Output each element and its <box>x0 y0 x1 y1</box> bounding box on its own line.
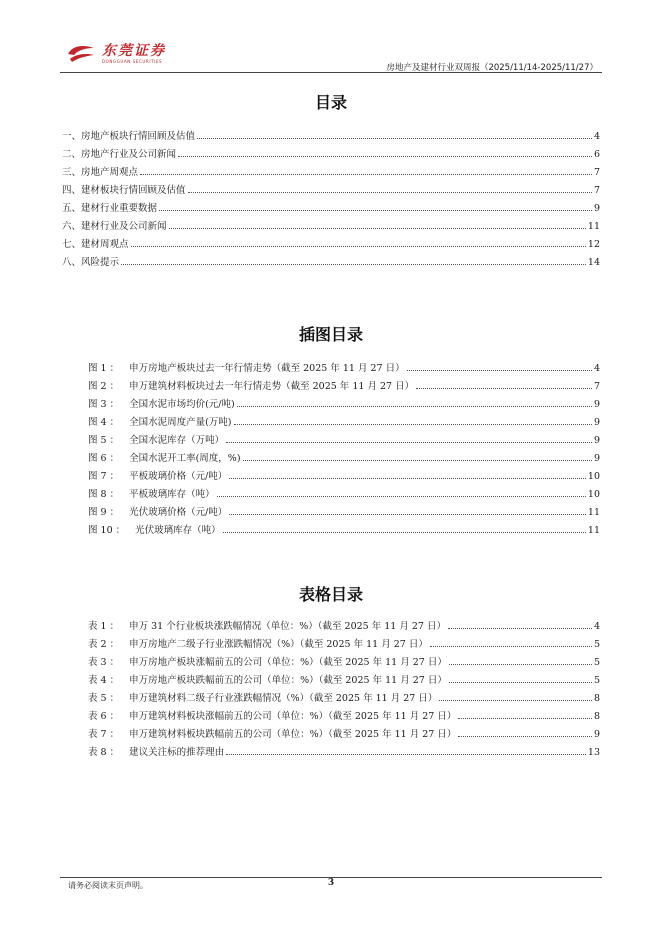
entry-label: 五、建材行业重要数据 <box>62 203 158 214</box>
entry-label: 八、风险提示 <box>62 257 120 268</box>
figure-entry[interactable] <box>88 446 600 464</box>
logo-emblem-icon <box>66 44 96 64</box>
entry-label: 全国水泥市场均价(元/吨) <box>129 399 235 410</box>
entry-page-number: 11 <box>587 221 600 232</box>
entry-number: 图 2 ： <box>88 381 120 392</box>
entry-label: 二、房地产行业及公司新闻 <box>62 149 177 160</box>
figure-entry[interactable] <box>88 428 600 446</box>
toc-entry[interactable] <box>62 196 600 214</box>
entry-page-number: 11 <box>587 507 600 518</box>
entry-label: 申万房地产二级子行业涨跌幅情况（%）（截至 2025 年 11 月 27 日） <box>129 639 428 650</box>
entry-page-number: 7 <box>593 167 600 178</box>
figure-entry[interactable] <box>88 464 600 482</box>
entry-number: 表 5 ： <box>88 693 120 704</box>
dot-leader <box>416 388 592 389</box>
dot-leader <box>140 174 592 175</box>
figure-entry[interactable] <box>88 374 600 392</box>
page-header <box>60 43 602 73</box>
entry-label: 全国水泥开工率(周度，%) <box>129 453 241 464</box>
disclaimer-note: 请务必阅读末页声明。 <box>68 881 148 890</box>
table-entry[interactable] <box>88 632 600 650</box>
company-logo <box>66 44 166 64</box>
entry-page-number: 8 <box>593 693 600 704</box>
dot-leader <box>121 264 586 265</box>
figures-title: 插图目录 <box>298 325 363 344</box>
entry-page-number: 4 <box>593 621 600 632</box>
entry-page-number: 5 <box>593 657 600 668</box>
dot-leader <box>237 406 592 407</box>
entry-page-number: 9 <box>593 417 600 428</box>
toc-entry[interactable] <box>62 160 600 178</box>
dot-leader <box>223 532 586 533</box>
entry-label: 光伏玻璃库存（吨） <box>135 525 221 536</box>
toc-entry[interactable] <box>62 124 600 142</box>
entry-label: 光伏玻璃价格（元/吨） <box>129 507 228 518</box>
dot-leader <box>234 424 592 425</box>
dot-leader <box>448 628 592 629</box>
entry-page-number: 6 <box>593 149 600 160</box>
entry-label: 四、建材板块行情回顾及估值 <box>62 185 186 196</box>
entry-page-number: 9 <box>593 453 600 464</box>
table-entry[interactable] <box>88 686 600 704</box>
dot-leader <box>229 478 586 479</box>
tables-list <box>88 614 600 758</box>
dot-leader <box>229 514 586 515</box>
table-entry[interactable] <box>88 650 600 668</box>
entry-label: 七、建材周观点 <box>62 239 129 250</box>
page-number: 3 <box>327 878 335 888</box>
toc-list <box>62 124 600 268</box>
figure-entry[interactable] <box>88 410 600 428</box>
entry-number: 表 2 ： <box>88 639 120 650</box>
entry-page-number: 9 <box>593 435 600 446</box>
entry-page-number: 5 <box>593 675 600 686</box>
dot-leader <box>407 370 592 371</box>
table-entry[interactable] <box>88 668 600 686</box>
figure-entry[interactable] <box>88 356 600 374</box>
header-divider <box>60 72 602 73</box>
entry-page-number: 5 <box>593 639 600 650</box>
entry-label: 建议关注标的推荐理由 <box>129 747 225 758</box>
entry-number: 表 8 ： <box>88 747 120 758</box>
entry-number: 表 4 ： <box>88 675 120 686</box>
entry-label: 三、房地产周观点 <box>62 167 139 178</box>
figure-entry[interactable] <box>88 392 600 410</box>
table-entry[interactable] <box>88 722 600 740</box>
entry-label: 申万房地产板块涨幅前五的公司（单位：%）（截至 2025 年 11 月 27 日） <box>129 657 447 668</box>
entry-number: 图 7 ： <box>88 471 120 482</box>
entry-label: 申万建筑材料板块涨幅前五的公司（单位：%）（截至 2025 年 11 月 27 日） <box>129 711 457 722</box>
entry-number: 图 5 ： <box>88 435 120 446</box>
dot-leader <box>188 192 592 193</box>
figure-entry[interactable] <box>88 518 600 536</box>
entry-number: 图 10 ： <box>88 525 126 536</box>
entry-label: 平板玻璃价格（元/吨） <box>129 471 228 482</box>
entry-number: 表 7 ： <box>88 729 120 740</box>
toc-entry[interactable] <box>62 250 600 268</box>
entry-label: 申万 31 个行业板块涨跌幅情况（单位：%）（截至 2025 年 11 月 27 日） <box>129 621 446 632</box>
dot-leader <box>226 754 586 755</box>
entry-number: 表 1 ： <box>88 621 120 632</box>
entry-page-number: 13 <box>587 747 600 758</box>
entry-number: 图 8 ： <box>88 489 120 500</box>
entry-label: 全国水泥库存（万吨） <box>129 435 225 446</box>
entry-page-number: 11 <box>587 525 600 536</box>
entry-number: 图 4 ： <box>88 417 120 428</box>
dot-leader <box>449 664 592 665</box>
tables-title: 表格目录 <box>298 585 363 604</box>
entry-number: 图 9 ： <box>88 507 120 518</box>
dot-leader <box>430 646 592 647</box>
toc-entry[interactable] <box>62 232 600 250</box>
figure-entry[interactable] <box>88 482 600 500</box>
dot-leader <box>439 700 592 701</box>
entry-page-number: 7 <box>593 185 600 196</box>
toc-entry[interactable] <box>62 214 600 232</box>
entry-page-number: 10 <box>587 489 600 500</box>
entry-label: 申万建筑材料板块过去一年行情走势（截至 2025 年 11 月 27 日） <box>129 381 415 392</box>
dot-leader <box>243 460 592 461</box>
toc-title: 目录 <box>314 93 347 112</box>
dot-leader <box>131 246 586 247</box>
entry-label: 平板玻璃库存（吨） <box>129 489 215 500</box>
entry-number: 图 1 ： <box>88 363 120 374</box>
entry-page-number: 10 <box>587 471 600 482</box>
entry-label: 申万建筑材料二级子行业涨跌幅情况（%）（截至 2025 年 11 月 27 日） <box>129 693 438 704</box>
entry-page-number: 9 <box>593 729 600 740</box>
dot-leader <box>178 156 592 157</box>
toc-entry[interactable] <box>62 178 600 196</box>
entry-page-number: 7 <box>593 381 600 392</box>
entry-page-number: 12 <box>587 239 600 250</box>
table-entry[interactable] <box>88 614 600 632</box>
entry-number: 图 3 ： <box>88 399 120 410</box>
entry-number: 图 6 ： <box>88 453 120 464</box>
dot-leader <box>226 442 592 443</box>
toc-entry[interactable] <box>62 142 600 160</box>
dot-leader <box>217 496 586 497</box>
entry-label: 一、房地产板块行情回顾及估值 <box>62 131 196 142</box>
entry-label: 申万房地产板块跌幅前五的公司（单位：%）（截至 2025 年 11 月 27 日） <box>129 675 447 686</box>
entry-page-number: 9 <box>593 399 600 410</box>
dot-leader <box>159 210 592 211</box>
entry-page-number: 9 <box>593 203 600 214</box>
entry-label: 六、建材行业及公司新闻 <box>62 221 167 232</box>
logo-english-name: DONGGUAN SECURITIES <box>102 59 163 64</box>
dot-leader <box>458 736 592 737</box>
report-title: 房地产及建材行业双周报（2025/11/14-2025/11/27） <box>386 63 598 73</box>
dot-leader <box>169 228 586 229</box>
entry-page-number: 4 <box>593 363 600 374</box>
entry-label: 申万房地产板块过去一年行情走势（截至 2025 年 11 月 27 日） <box>129 363 405 374</box>
entry-page-number: 14 <box>587 257 600 268</box>
figures-list <box>88 356 600 536</box>
figure-entry[interactable] <box>88 500 600 518</box>
dot-leader <box>197 138 592 139</box>
dot-leader <box>458 718 592 719</box>
table-entry[interactable] <box>88 704 600 722</box>
entry-page-number: 8 <box>593 711 600 722</box>
logo-chinese-name: 东莞证券 <box>102 43 166 59</box>
entry-number: 表 3 ： <box>88 657 120 668</box>
dot-leader <box>449 682 592 683</box>
entry-number: 表 6 ： <box>88 711 120 722</box>
table-entry[interactable] <box>88 740 600 758</box>
entry-label: 全国水泥周度产量(万吨) <box>129 417 232 428</box>
entry-page-number: 4 <box>593 131 600 142</box>
entry-label: 申万建筑材料板块跌幅前五的公司（单位：%）（截至 2025 年 11 月 27 日） <box>129 729 457 740</box>
